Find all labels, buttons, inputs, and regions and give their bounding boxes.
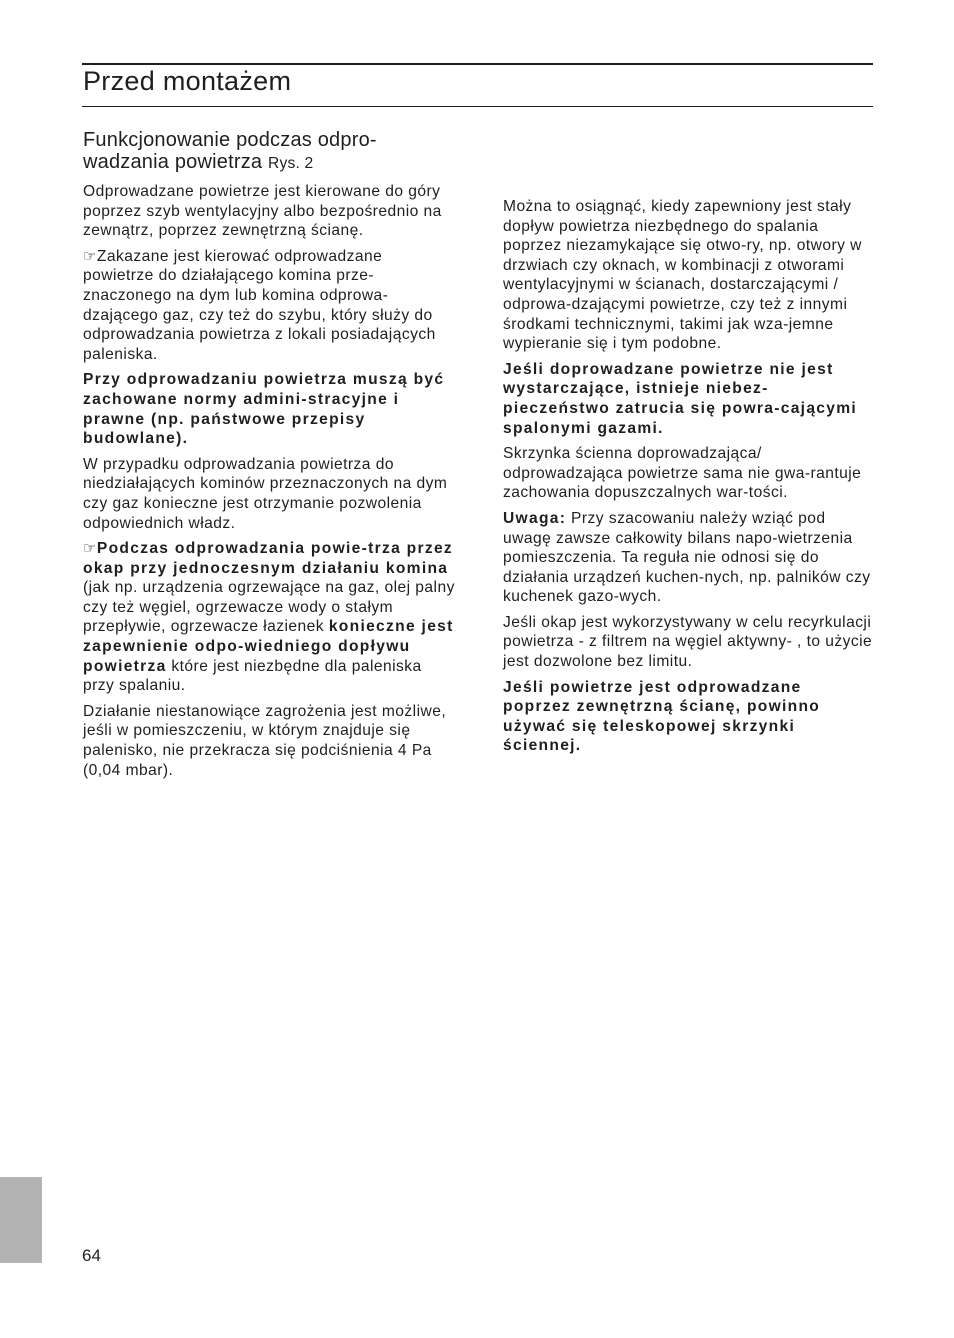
text: (jak np. urządzenia ogrzewające na gaz, olej palny czy też węgiel, ogrzewacze wody o stałym przepływie, ogrzewacze łazienek [83, 579, 455, 636]
note-text: Przy szacowaniu należy wziąć pod uwagę zawsze całkowity bilans napo-wietrzenia pomieszczenia. Ta reguła nie odnosi się do działania urządzeń kuchen-nych, np. palników czy kuchenek gazo-wych. [503, 509, 871, 606]
paragraph: Skrzynka ścienna doprowadzająca/ odprowadzająca powietrze sama nie gwa-rantuje zachowania dopuszczalnych war-tości. [503, 445, 862, 502]
header-bottom-rule [82, 106, 873, 107]
page-number: 64 [82, 1246, 101, 1265]
section-heading-text: Funkcjonowanie podczas odpro- wadzania powietrza [83, 129, 377, 173]
left-column [83, 129, 455, 786]
bold-notice: Jeśli doprowadzane powietrze nie jest wystarczające, istnieje niebez-pieczeństwo zatrucia się powra-cającymi spalonymi gazami. [503, 360, 858, 437]
note-paragraph [503, 509, 875, 607]
header-top-rule [82, 63, 873, 65]
bold-notice: Przy odprowadzaniu powietrza muszą być zachowane normy admini-stracyjne i prawne (np. państwowe przepisy budowlane). [83, 371, 445, 448]
warning-paragraph [83, 247, 455, 365]
right-column [503, 197, 875, 762]
figure-reference: Rys. 2 [268, 155, 314, 172]
bold-text: Podczas odprowadzania powie-trza przez okap przy jednoczesnym działaniu komina [83, 540, 454, 577]
text: które jest niezbędne dla paleniska przy spalaniu. [83, 657, 422, 695]
warning-text: Zakazane jest kierować odprowadzane powietrze do działającego komina prze-znaczonego na dym lub komina odprowa-dzającego gaz, czy też do szybu, który służy do odprowadzania powietrza z lokali posiadających paleniska. [83, 247, 436, 363]
section-heading [83, 129, 455, 175]
warning-paragraph [83, 539, 455, 696]
bold-notice: Jeśli powietrze jest odprowadzane poprzez zewnętrzną ścianę, powinno używać się teleskopowej skrzynki ściennej. [503, 678, 821, 755]
paragraph: Działanie niestanowiące zagrożenia jest możliwe, jeśli w pomieszczeniu, w którym znajduje się palenisko, nie przekracza się podciśnienia 4 Pa (0,04 mbar). [83, 702, 447, 779]
paragraph: W przypadku odprowadzania powietrza do niedziałających kominów przeznaczonych na dym czy gaz konieczne jest otrzymanie pozwolenia odpowiednich władz. [83, 455, 448, 532]
paragraph: Jeśli okap jest wykorzystywany w celu recyrkulacji powietrza - z filtrem na węgiel aktywny- , to użycie jest dozwolone bez limitu. [503, 613, 873, 671]
side-tab-marker [0, 1177, 42, 1263]
paragraph: Odprowadzane powietrze jest kierowane do góry poprzez szyb wentylacyjny albo bezpośrednio na zewnątrz, poprzez zewnętrzną ścianę. [83, 183, 442, 240]
note-label: Uwaga: [503, 509, 567, 527]
pointing-hand-icon: ☞ [83, 540, 97, 558]
bold-text: konieczne jest zapewnienie odpo-wiedniego dopływu powietrza [83, 618, 454, 675]
paragraph: Można to osiągnąć, kiedy zapewniony jest stały dopływ powietrza niezbędnego do spalania poprzez niezamykające się otwo-ry, np. otwory w drzwiach czy oknach, w kombinacji z otworami wentylacyjnymi w ścianach, dostarczającymi / odprowa-dzającymi powietrze, czy też z innymi środkami technicznymi, takimi jak wza-jemne wypieranie się i tym podobne. [503, 198, 862, 353]
page-title: Przed montażem [83, 66, 292, 96]
pointing-hand-icon: ☞ [83, 247, 97, 265]
